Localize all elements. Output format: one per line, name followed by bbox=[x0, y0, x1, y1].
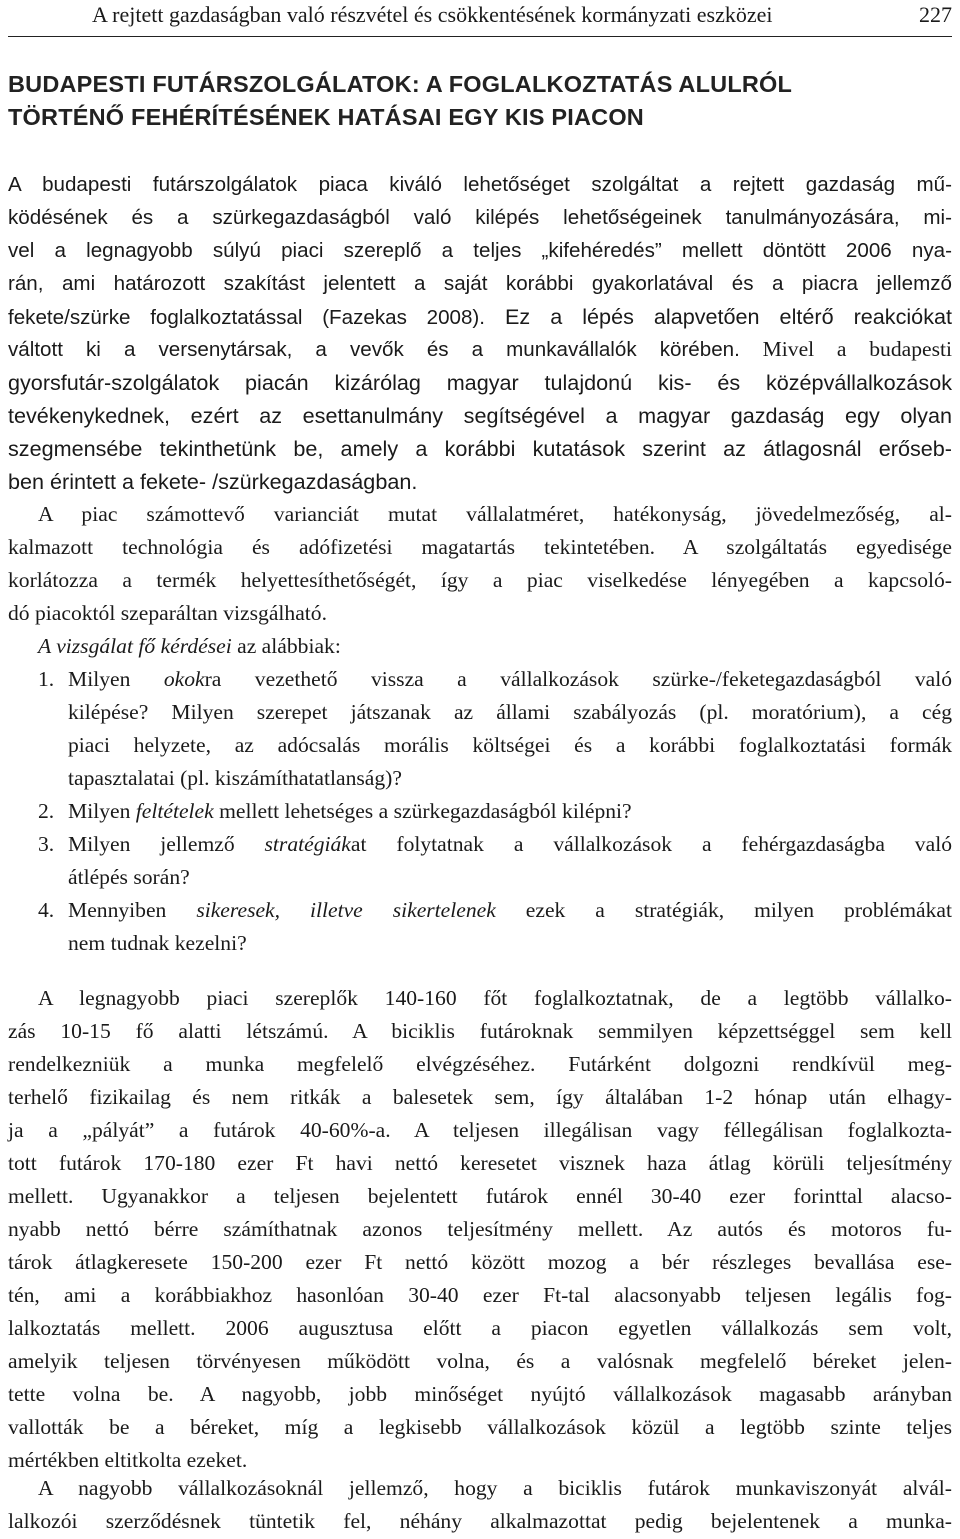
section-heading bbox=[8, 68, 952, 134]
text-line: zás 10-15 fő alatti létszámú. A biciklis futároknak semmilyen képzettséggel sem kell bbox=[8, 1019, 952, 1043]
list-item-continuation: átlépés során? bbox=[68, 865, 190, 889]
text-run: at folytatnak a vállalkozások a fehérgazdaságba való bbox=[350, 832, 952, 856]
text-run: Milyen bbox=[68, 667, 164, 691]
item-number: 2. bbox=[38, 799, 55, 823]
text-line: nyabb nettó bérre számíthatnak azonos teljesítmény mellett. Az autós és motoros fu- bbox=[8, 1217, 952, 1241]
text-line bbox=[8, 300, 952, 333]
text-line: tott futárok 170-180 ezer Ft havi nettó keresetet visznek haza átlag körüli teljesítmény bbox=[8, 1151, 952, 1175]
text-line: amelyik teljesen törvényesen működött volna, és a valósnak megfelelő béreket jelen- bbox=[8, 1349, 952, 1373]
text-line: A budapesti futárszolgálatok piaca kiváló lehetőséget szolgáltat a rejtett gazdaság mű- bbox=[8, 173, 952, 196]
text-line: tevékenykednek, ezért az esettanulmány segítségével a magyar gazdaság egy olyan bbox=[8, 403, 952, 428]
text-run: Milyen jellemző bbox=[68, 832, 265, 856]
text-emphasis: stratégiák bbox=[264, 832, 351, 856]
text-line bbox=[8, 531, 952, 564]
text-line: vallották be a béreket, míg a legkisebb vállalkozások közül a legtöbb szinte teljes bbox=[8, 1415, 952, 1439]
text-line: mellett. Ugyanakkor a teljesen bejelentett futárok ennél 30-40 ezer forinttal alacso- bbox=[8, 1184, 952, 1208]
text-run: Milyen bbox=[68, 799, 136, 823]
item-number: 1. bbox=[38, 667, 55, 691]
text-line: lalkozói szerződésnek tüntetik fel, néhány alkalmazottat pedig bejelentenek a munka- bbox=[8, 1509, 952, 1533]
text-line: szegmensébe tekinthetünk be, amely a korábbi kutatások szerint az átlagosnál erőseb- bbox=[8, 436, 952, 461]
questions-intro bbox=[8, 630, 952, 663]
text-emphasis: feltételek bbox=[135, 799, 214, 823]
text-emphasis: okok bbox=[163, 667, 205, 691]
list-item bbox=[8, 828, 952, 861]
text-line: ködésének és a szürkegazdaságból való kilépés lehetőségeinek tanulmányozására, mi- bbox=[8, 206, 952, 229]
text-emphasis: sikeresek, illetve sikertelenek bbox=[196, 898, 496, 922]
text-run: fekete/szürke foglalkoztatással (Fazekas 2008). bbox=[8, 306, 486, 329]
heading-line: TÖRTÉNŐ FEHÉRÍTÉSÉNEK HATÁSAI EGY KIS PIACON bbox=[8, 104, 644, 130]
text-line: tén, ami a korábbiakhoz hasonlóan 30-40 ezer Ft-tal alacsonyabb teljesen legális fog- bbox=[8, 1283, 952, 1307]
text-run: kalmazott technológia és adófizetési magatartás tekintetében. bbox=[8, 535, 656, 559]
text-line: lalkoztatás mellett. 2006 augusztusa előtt a piacon egyetlen vállalkozás sem volt, bbox=[8, 1316, 952, 1340]
text-run: Ez a lépés alapvetően eltérő reakciókat bbox=[485, 304, 952, 329]
text-run: ezek a stratégiák, milyen problémákat bbox=[495, 898, 952, 922]
list-item-continuation: piaci helyzete, az adócsalás morális költségei és a korábbi foglalkoztatási formák bbox=[68, 733, 952, 757]
text-run: váltott ki a versenytársak, a vevők és a munkavállalók körében. bbox=[8, 338, 740, 361]
running-head bbox=[8, 2, 952, 37]
text-run: mellett lehetséges a szürkegazdaságból kilépni? bbox=[213, 799, 632, 823]
list-item bbox=[8, 795, 952, 828]
intro-rest: az alábbiak: bbox=[231, 634, 341, 658]
text-line: ja a „pályát” a futárok 40-60%-a. A teljesen illegálisan vagy féllegálisan foglalkozta- bbox=[8, 1118, 952, 1142]
list-item-continuation: tapasztalatai (pl. kiszámíthatatlanság)? bbox=[68, 766, 402, 790]
item-number: 3. bbox=[38, 832, 55, 856]
text-line: tette volna be. A nagyobb, jobb minőséget nyújtó vállalkozások magasabb arányban bbox=[8, 1382, 952, 1406]
text-run: A szolgáltatás egyedisége bbox=[655, 535, 952, 559]
list-item bbox=[8, 663, 952, 696]
text-run: Mennyiben bbox=[68, 898, 197, 922]
running-head-title: A rejtett gazdaságban való részvétel és csökkentésének kormányzati eszközei bbox=[92, 2, 773, 27]
text-line: A legnagyobb piaci szereplők 140-160 főt foglalkoztatnak, de a legtöbb vállalko- bbox=[38, 986, 952, 1010]
text-line: mértékben eltitkolta ezeket. bbox=[8, 1448, 248, 1472]
paragraph-3 bbox=[8, 498, 952, 630]
text-line: vel a legnagyobb súlyú piaci szereplő a teljes „kifehéredés” mellett döntött 2006 nya- bbox=[8, 239, 952, 262]
intro-italic: A vizsgálat fő kérdései bbox=[38, 634, 232, 658]
list-item bbox=[8, 894, 952, 927]
page-number: 227 bbox=[919, 2, 952, 27]
paragraph-5 bbox=[8, 1472, 952, 1538]
text-run: ra vezethető vissza a vállalkozások szürke-/feketegazdaságból való bbox=[204, 667, 952, 691]
item-number: 4. bbox=[38, 898, 55, 922]
text-run: Mivel a budapesti bbox=[739, 337, 952, 361]
heading-line: BUDAPESTI FUTÁRSZOLGÁLATOK: A FOGLALKOZTATÁS ALULRÓL bbox=[8, 71, 793, 97]
list-item-continuation: kilépése? Milyen szerepet játszanak az állami szabályozás (pl. moratórium), a cég bbox=[68, 700, 952, 724]
questions-list bbox=[8, 630, 952, 960]
text-line: korlátozza a termék helyettesíthetőségét, így a piac viselkedése lényegében a kapcsoló- bbox=[8, 568, 952, 592]
text-line: A nagyobb vállalkozásoknál jellemző, hogy a biciklis futárok munkaviszonyát alvál- bbox=[38, 1476, 952, 1500]
text-line: ben érintett a fekete- /szürkegazdaságban. bbox=[8, 469, 418, 494]
text-line: rendelkezniük a munka megfelelő elvégzéséhez. Futárként dolgozni rendkívül meg- bbox=[8, 1052, 952, 1076]
text-line: gyorsfutár-szolgálatok piacán kizárólag magyar tulajdonú kis- és középvállalkozások bbox=[8, 370, 952, 395]
text-line bbox=[8, 333, 952, 366]
text-line: terhelő fizikailag és nem ritkák a balesetek sem, így általában 1-2 hónap után elhagy- bbox=[8, 1085, 952, 1109]
text-line: A piac számottevő varianciát mutat vállalatméret, hatékonyság, jövedelmezőség, al- bbox=[38, 502, 952, 526]
list-item-continuation: nem tudnak kezelni? bbox=[68, 931, 247, 955]
paragraph-4 bbox=[8, 982, 952, 1477]
text-line: dó piacoktól szeparáltan vizsgálható. bbox=[8, 601, 327, 625]
text-line: rán, ami határozott szakítást jelentett a saját korábbi gyakorlatával és a piacra jellemző bbox=[8, 272, 952, 295]
text-line: tárok átlagkeresete 150-200 ezer Ft nettó között mozog a bér részleges bevallása ese- bbox=[8, 1250, 952, 1274]
paragraph-1 bbox=[8, 168, 952, 498]
